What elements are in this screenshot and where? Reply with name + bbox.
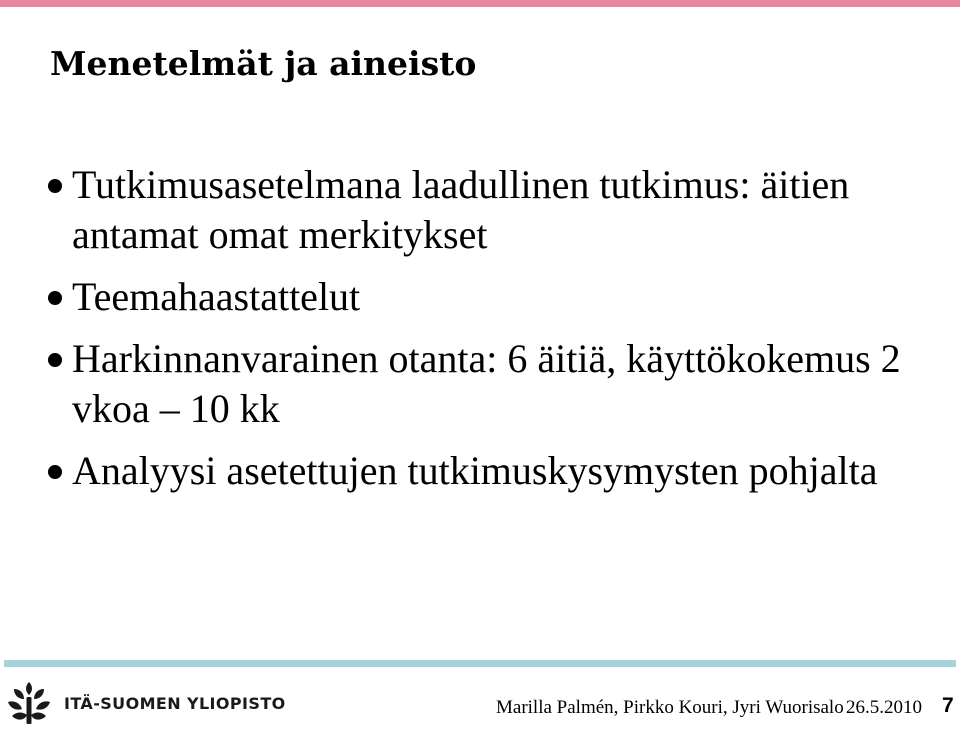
bullet-list — [48, 160, 928, 508]
bullet-icon — [48, 179, 62, 193]
top-accent-bar — [0, 0, 960, 7]
university-name: ITÄ-SUOMEN YLIOPISTO — [64, 693, 286, 713]
bullet-icon — [48, 291, 62, 305]
footer-authors: Marilla Palmén, Pirkko Kouri, Jyri Wuorisalo — [496, 697, 844, 718]
bullet-text: Harkinnanvarainen otanta: 6 äitiä, käyttökokemus 2 vkoa – 10 kk — [72, 336, 901, 431]
bullet-text: Tutkimusasetelmana laadullinen tutkimus: äitien antamat omat merkitykset — [72, 162, 850, 257]
university-logo — [6, 680, 286, 726]
bullet-item — [48, 446, 928, 496]
page-number: 7 — [942, 694, 954, 717]
footer-date: 26.5.2010 — [846, 697, 922, 718]
slide-title: Menetelmät ja aineisto — [50, 44, 477, 83]
university-emblem-icon — [6, 680, 52, 726]
bullet-icon — [48, 465, 62, 479]
bottom-accent-bar — [4, 660, 956, 667]
bullet-item — [48, 272, 928, 322]
bullet-text: Teemahaastattelut — [72, 274, 361, 319]
bullet-item — [48, 334, 928, 434]
bullet-text: Analyysi asetettujen tutkimuskysymysten pohjalta — [72, 448, 878, 493]
bullet-item — [48, 160, 928, 260]
bullet-icon — [48, 353, 62, 367]
